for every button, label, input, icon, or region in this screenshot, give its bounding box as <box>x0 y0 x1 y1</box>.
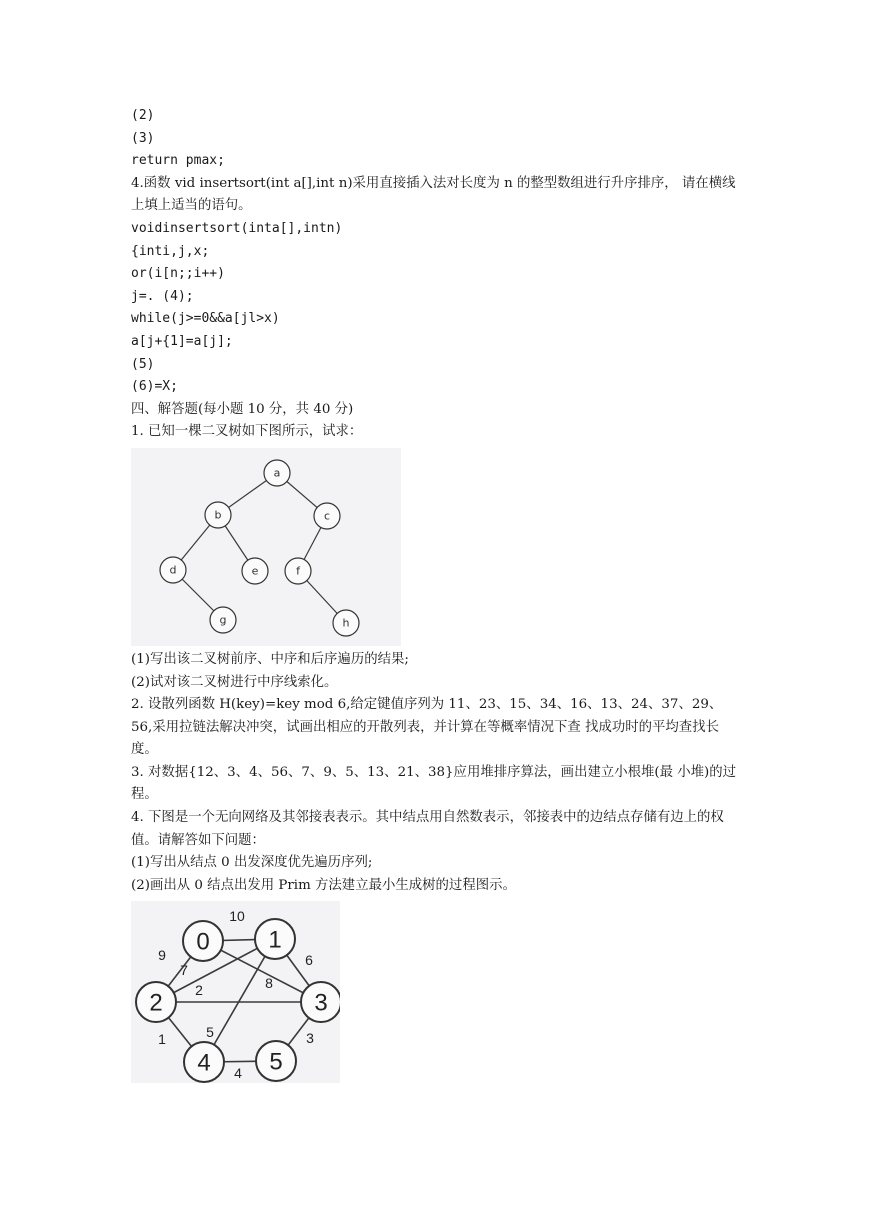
question-4-sub-2: (2)画出从 0 结点出发用 Prim 方法建立最小生成树的过程图示。 <box>131 877 516 893</box>
question-4-fill-blank: 4.函数 vid insertsort(int a[],int n)采用直接插入法对长度为 n 的整型数组进行升序排序， 请在横线上填上适当的语句。 <box>131 175 736 214</box>
graph-node-label: 0 <box>196 928 210 956</box>
binary-tree-diagram <box>131 448 401 646</box>
code-line: (2) <box>131 108 155 123</box>
document-page <box>131 105 751 1086</box>
graph-node-label: 5 <box>269 1048 283 1076</box>
question-3: 3. 对数据{12、3、4、56、7、9、5、13、21、38}应用堆排序算法，画出建立小根堆(最 小堆)的过程。 <box>131 764 737 803</box>
question-1-sub-1: (1)写出该二叉树前序、中序和后序遍历的结果; <box>131 651 409 667</box>
code-line: (3) <box>131 130 155 146</box>
question-1-sub-2: (2)试对该二叉树进行中序线索化。 <box>131 674 338 690</box>
edge-weight-label: 7 <box>180 962 188 979</box>
edge-weight-label: 8 <box>265 975 273 992</box>
code-line: {inti,j,x; <box>131 243 210 259</box>
code-line: (5) <box>131 356 155 372</box>
code-line: j=. (4); <box>131 288 194 304</box>
tree-node-label: e <box>251 564 259 578</box>
tree-node-label: h <box>342 616 350 630</box>
question-4-sub-1: (1)写出从结点 0 出发深度优先遍历序列; <box>131 855 373 871</box>
graph-node-label: 1 <box>268 926 282 954</box>
question-1-intro: 1. 已知一棵二叉树如下图所示，试求： <box>131 424 363 440</box>
tree-node-label: a <box>273 466 281 480</box>
binary-tree-figure <box>131 448 401 646</box>
graph-node-label: 4 <box>197 1049 211 1077</box>
tree-node-label: g <box>219 613 227 627</box>
edge-weight-label: 6 <box>305 952 313 969</box>
weighted-graph-diagram <box>131 901 340 1083</box>
question-2: 2. 设散列函数 H(key)=key mod 6,给定键值序列为 11、23、15、34、16、13、24、37、29、56,采用拉链法解决冲突，试画出相应的开散列表，并计算在等概率情况下查 找成功时的平均查找长度。 <box>131 697 723 758</box>
tree-node-label: d <box>169 563 177 577</box>
tree-node-label: c <box>323 509 331 523</box>
graph-node-label: 3 <box>314 989 328 1017</box>
code-line: (6)=X; <box>131 379 178 395</box>
code-line: while(j>=0&&a[jl>x) <box>131 311 280 327</box>
code-line: or(i[n;;i++) <box>131 266 225 282</box>
tree-node-label: b <box>214 508 222 522</box>
edge-weight-label: 9 <box>158 947 166 964</box>
edge-weight-label: 4 <box>234 1065 242 1082</box>
weighted-graph-figure <box>131 901 340 1083</box>
edge-weight-label: 10 <box>229 908 245 925</box>
edge-weight-label: 2 <box>195 982 203 999</box>
question-4-intro: 4. 下图是一个无向网络及其邻接表表示。其中结点用自然数表示，邻接表中的边结点存储有边上的权值。请解答如下问题： <box>131 810 724 848</box>
edge-weight-label: 1 <box>158 1031 166 1048</box>
tree-node-label: f <box>296 564 300 578</box>
edge-weight-label: 5 <box>206 1024 214 1041</box>
section-title: 四、解答题(每小题 10 分，共 40 分) <box>131 401 354 417</box>
code-line: return pmax; <box>131 153 225 169</box>
edge-weight-label: 3 <box>306 1030 314 1047</box>
graph-node-label: 2 <box>149 989 163 1017</box>
code-line: a[j+{1]=a[j]; <box>131 333 233 349</box>
code-line: voidinsertsort(inta[],intn) <box>131 220 343 236</box>
